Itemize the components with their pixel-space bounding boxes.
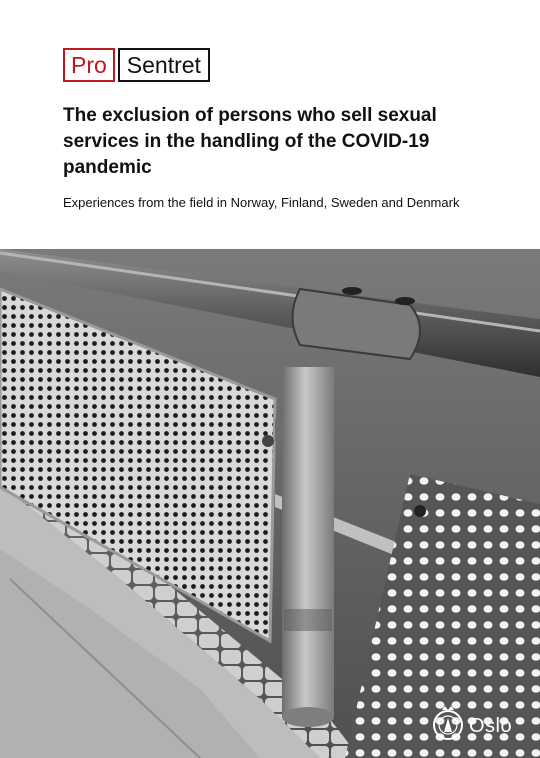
prosentret-logo bbox=[63, 48, 210, 82]
oslo-wordmark: Oslo bbox=[469, 715, 513, 737]
report-title: The exclusion of persons who sell sexual services in the handling of the COVID-19 pandemic bbox=[63, 105, 437, 178]
report-subtitle: Experiences from the field in Norway, Finland, Sweden and Denmark bbox=[63, 195, 460, 210]
logo-pro-text: Pro bbox=[63, 48, 115, 82]
logo-sentret-text: Sentret bbox=[118, 48, 210, 82]
oslo-seal-icon bbox=[432, 706, 464, 747]
oslo-kommune-logo bbox=[432, 706, 512, 747]
cover-photo bbox=[0, 249, 540, 758]
